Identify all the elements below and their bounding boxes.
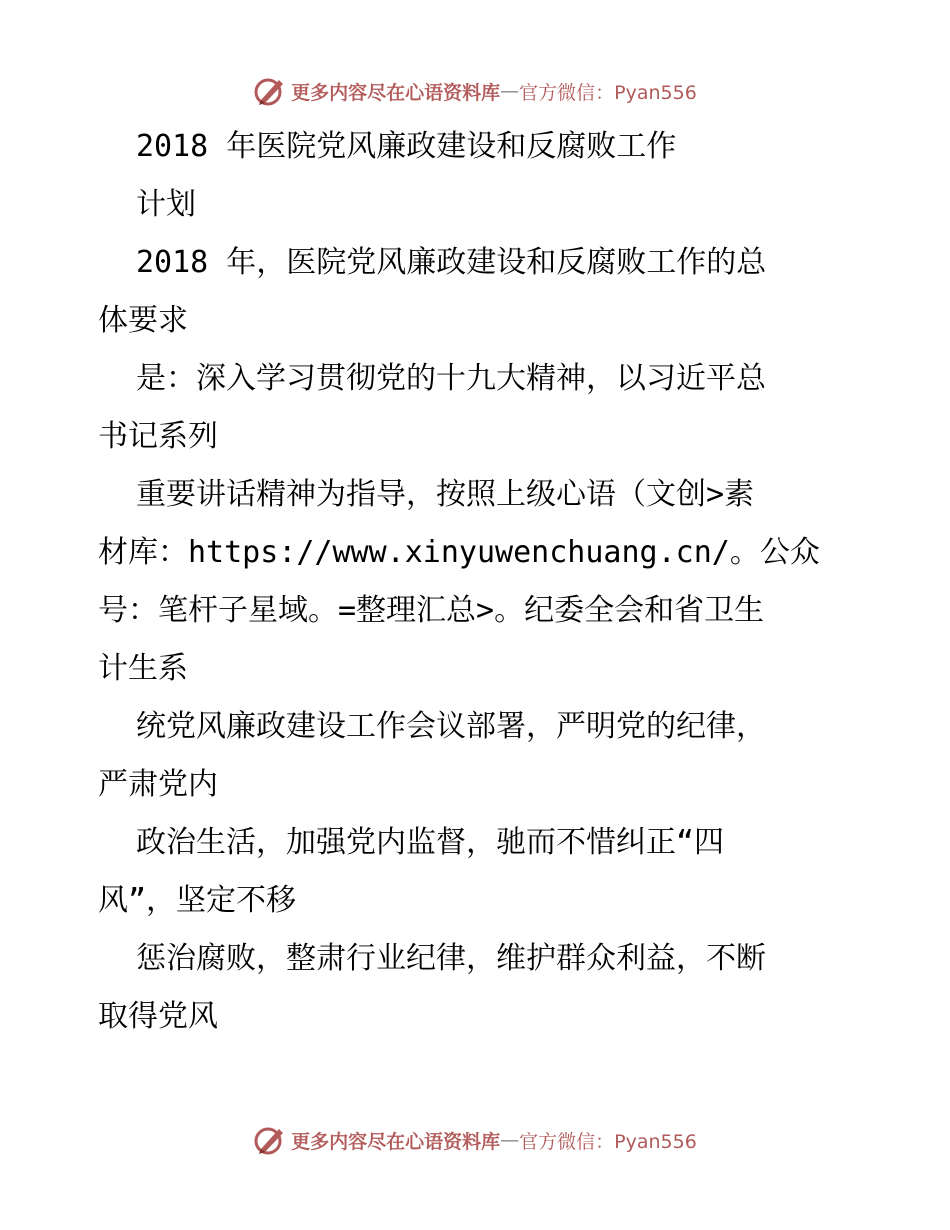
title-line-1: 2018 年医院党风廉政建设和反腐败工作: [136, 129, 677, 164]
banner-separator: —: [500, 1129, 520, 1151]
paragraph-line: 重要讲话精神为指导，按照上级心语（文创>素: [136, 477, 755, 512]
banner-wechat-text: 官方微信：Pyan556: [519, 81, 697, 104]
footer-banner: [0, 1120, 950, 1160]
paragraph-line: 取得党风: [98, 999, 218, 1034]
paragraph-line: 计生系: [98, 651, 188, 686]
paragraph-line: 统党风廉政建设工作会议部署，严明党的纪律，: [136, 709, 766, 744]
paragraph-line: 书记系列: [98, 419, 218, 454]
paragraph-line: 材库：https://www.xinyuwenchuang.cn/。公众: [98, 535, 820, 570]
paragraph-line: 2018 年，医院党风廉政建设和反腐败工作的总: [136, 245, 767, 280]
paragraph-line: 严肃党内: [98, 767, 218, 802]
paragraph-line: 体要求: [98, 303, 188, 338]
banner-brand-text: 更多内容尽在心语资料库: [291, 81, 501, 104]
paragraph-line: 风”，坚定不移: [98, 883, 297, 918]
pen-logo-icon: [253, 1123, 287, 1157]
paragraph-line: 号：笔杆子星域。=整理汇总>。纪委全会和省卫生: [98, 593, 765, 628]
paragraph-line: 惩治腐败，整肃行业纪律，维护群众利益，不断: [136, 941, 766, 976]
paragraph-line: 政治生活，加强党内监督，驰而不惜纠正“四: [136, 825, 725, 860]
title-line-2: 计划: [136, 187, 196, 222]
header-banner: [0, 71, 950, 111]
pen-logo-icon: [253, 74, 287, 108]
banner-separator: —: [500, 80, 520, 102]
banner-wechat-text: 官方微信：Pyan556: [519, 1130, 697, 1153]
paragraph-line: 是：深入学习贯彻党的十九大精神，以习近平总: [136, 361, 766, 396]
banner-brand-text: 更多内容尽在心语资料库: [291, 1130, 501, 1153]
document-body: [98, 118, 858, 1046]
